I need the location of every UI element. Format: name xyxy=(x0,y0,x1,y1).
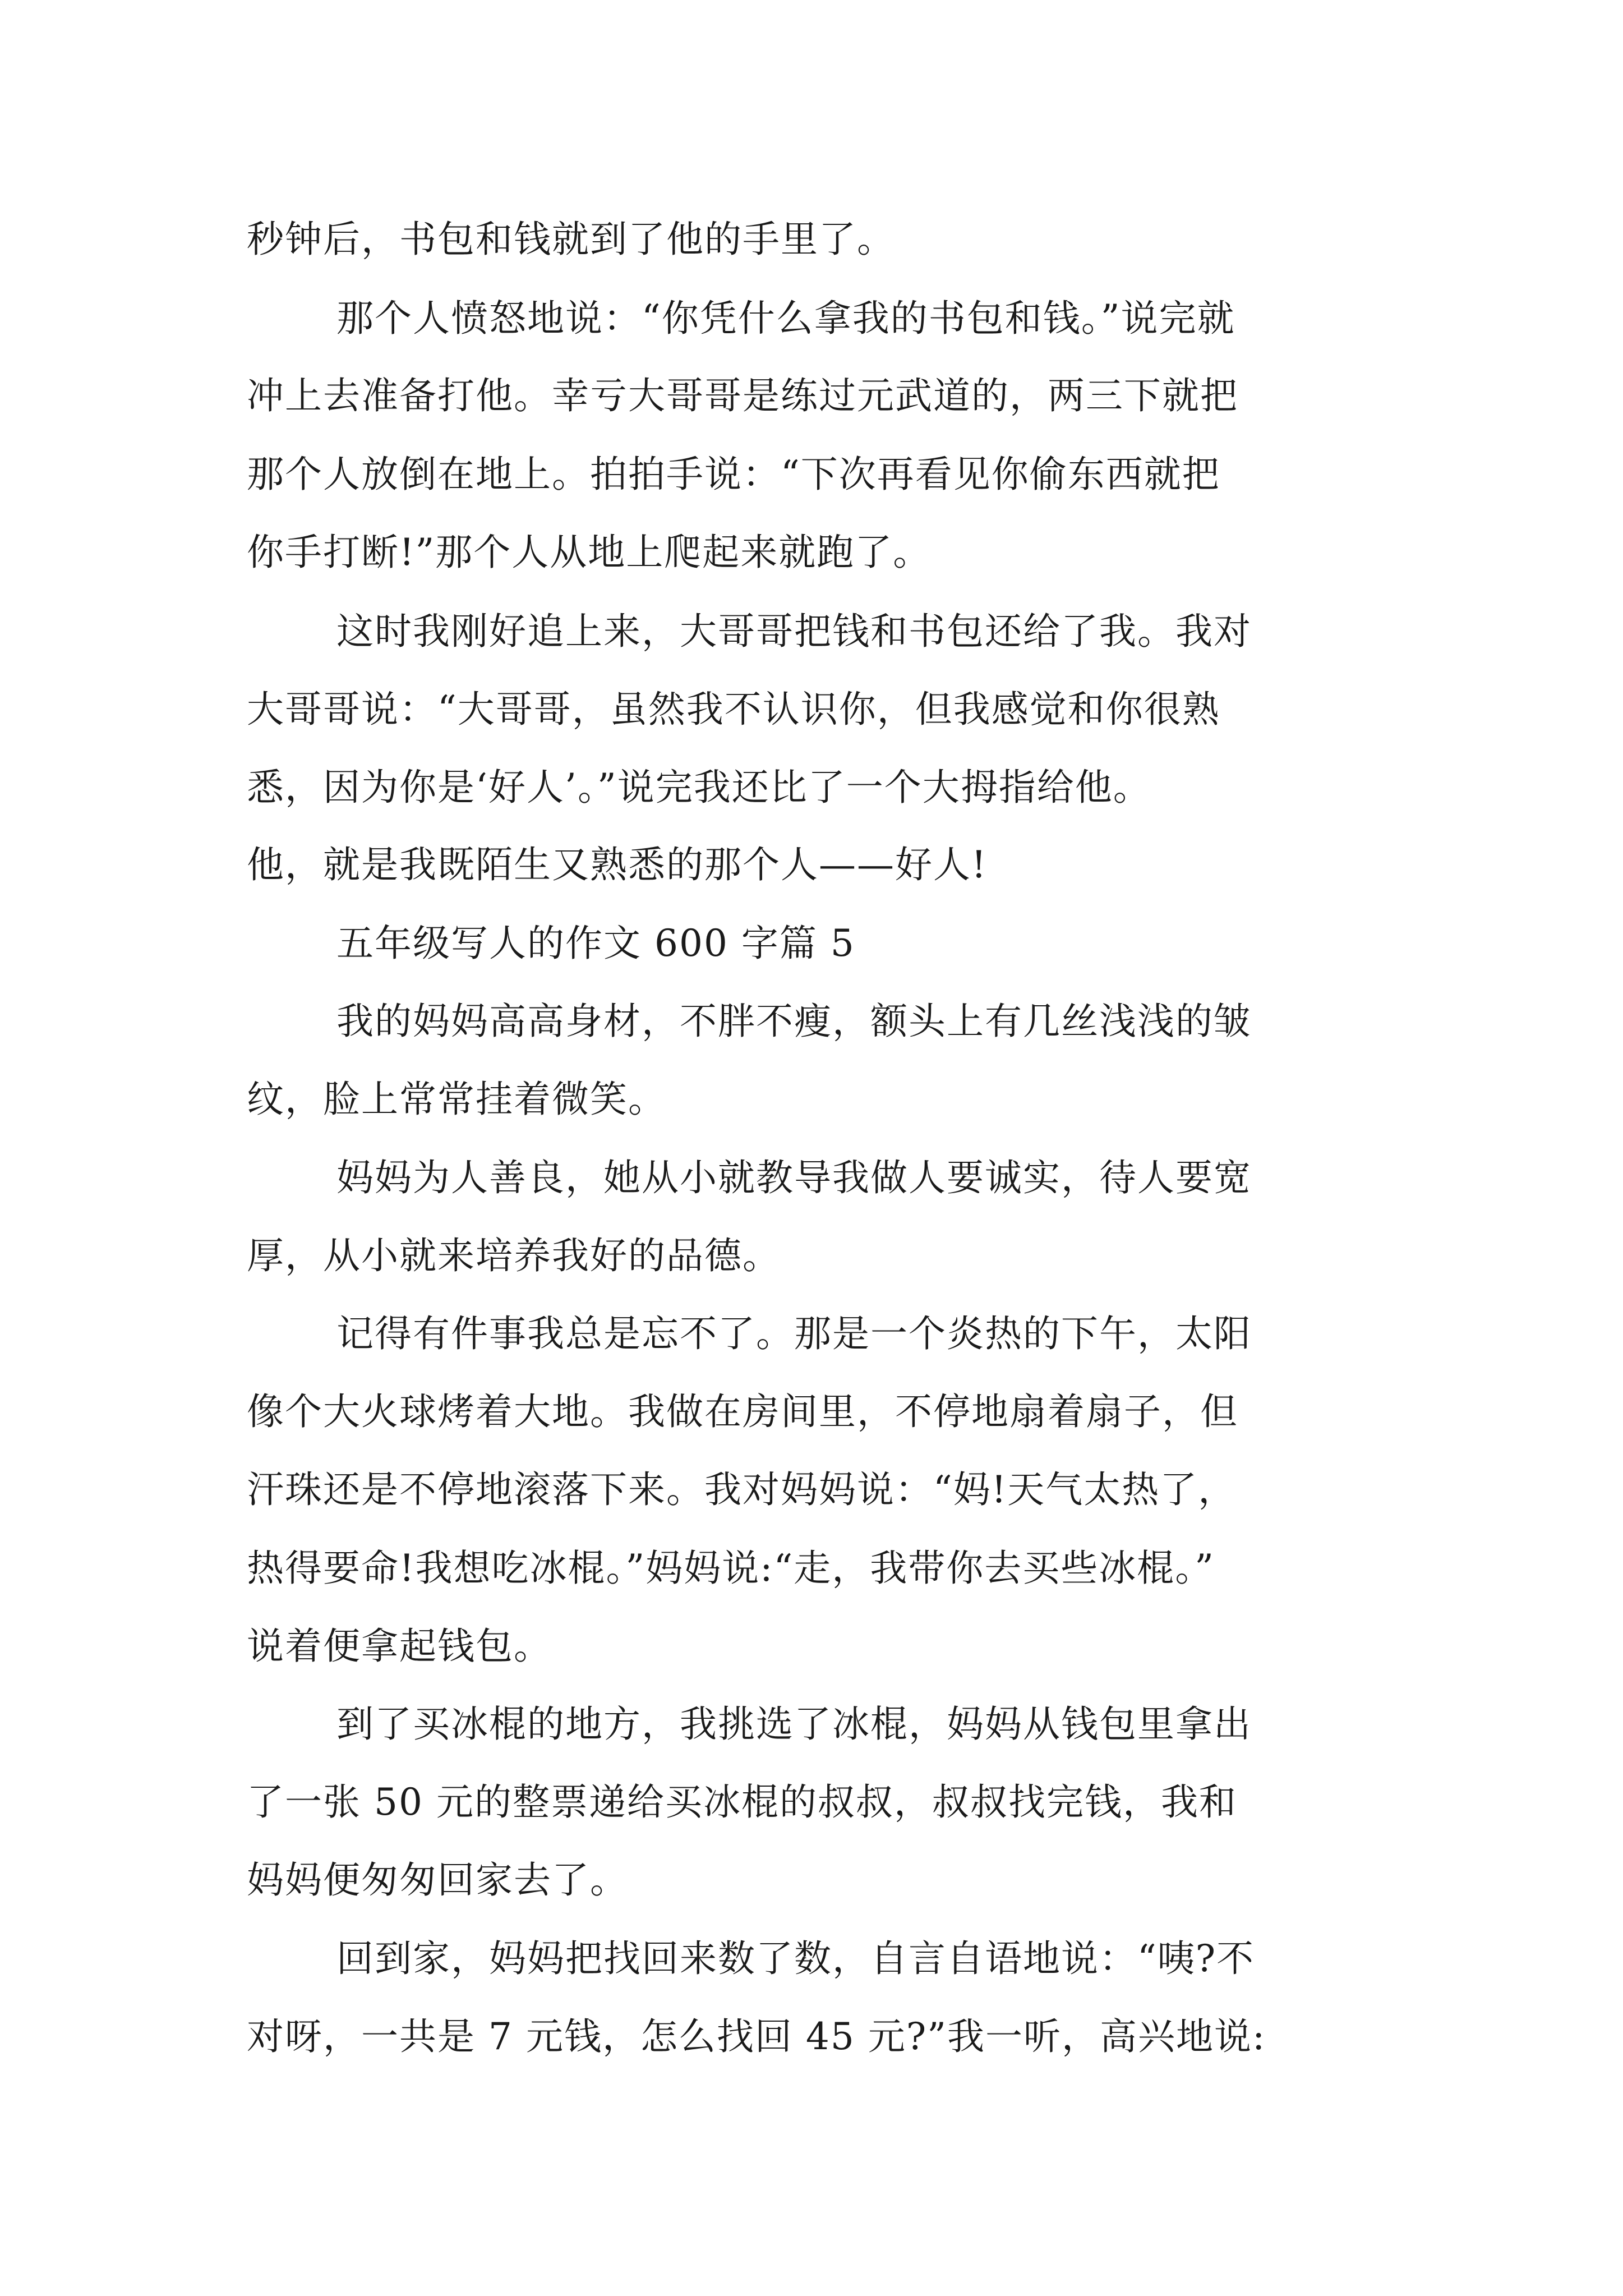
text-line: 悉，因为你是‘好人’。”说完我还比了一个大拇指给他。 xyxy=(247,766,1151,809)
paragraph-first-line: 记得有件事我总是忘不了。那是一个炎热的下午，太阳 xyxy=(336,1312,1252,1355)
text-line: 汗珠还是不停地滚落下来。我对妈妈说：“妈!天气太热了， xyxy=(247,1468,1237,1511)
text-line: 那个人放倒在地上。拍拍手说：“下次再看见你偷东西就把 xyxy=(247,453,1220,496)
paragraph-first-line: 到了买冰棍的地方，我挑选了冰棍，妈妈从钱包里拿出 xyxy=(336,1703,1252,1746)
paragraph-first-line: 那个人愤怒地说：“你凭什么拿我的书包和钱。”说完就 xyxy=(336,297,1235,340)
text-line: 妈妈便匆匆回家去了。 xyxy=(247,1858,628,1902)
text-line: 大哥哥说：“大哥哥，虽然我不认识你，但我感觉和你很熟 xyxy=(247,688,1220,731)
paragraph-first-line: 我的妈妈高高身材，不胖不瘦，额头上有几丝浅浅的皱 xyxy=(336,1000,1252,1043)
text-line: 你手打断!”那个人从地上爬起来就跑了。 xyxy=(247,531,932,574)
text-line: 对呀，一共是 7 元钱，怎么找回 45 元?”我一听，高兴地说: xyxy=(247,2015,1266,2058)
text-line: 冲上去准备打他。幸亏大哥哥是练过元武道的，两三下就把 xyxy=(247,374,1238,417)
text-line: 厚，从小就来培养我好的品德。 xyxy=(247,1234,781,1277)
paragraph-first-line: 回到家，妈妈把找回来数了数，自言自语地说：“咦?不 xyxy=(336,1937,1255,1980)
text-line: 说着便拿起钱包。 xyxy=(247,1625,552,1668)
text-line: 纹，脸上常常挂着微笑。 xyxy=(247,1078,666,1121)
paragraph-first-line: 妈妈为人善良，她从小就教导我做人要诚实，待人要宽 xyxy=(336,1156,1252,1199)
text-line: 热得要命!我想吃冰棍。”妈妈说:“走，我带你去买些冰棍。” xyxy=(247,1547,1215,1590)
text-line: 他，就是我既陌生又熟悉的那个人——好人! xyxy=(247,843,988,886)
text-line: 秒钟后，书包和钱就到了他的手里了。 xyxy=(247,218,895,261)
text-line: 了一张 50 元的整票递给买冰棍的叔叔，叔叔找完钱，我和 xyxy=(247,1780,1237,1824)
paragraph-first-line: 这时我刚好追上来，大哥哥把钱和书包还给了我。我对 xyxy=(336,610,1252,653)
section-heading: 五年级写人的作文 600 字篇 5 xyxy=(336,922,855,965)
text-line: 像个大火球烤着大地。我做在房间里，不停地扇着扇子，但 xyxy=(247,1390,1238,1433)
